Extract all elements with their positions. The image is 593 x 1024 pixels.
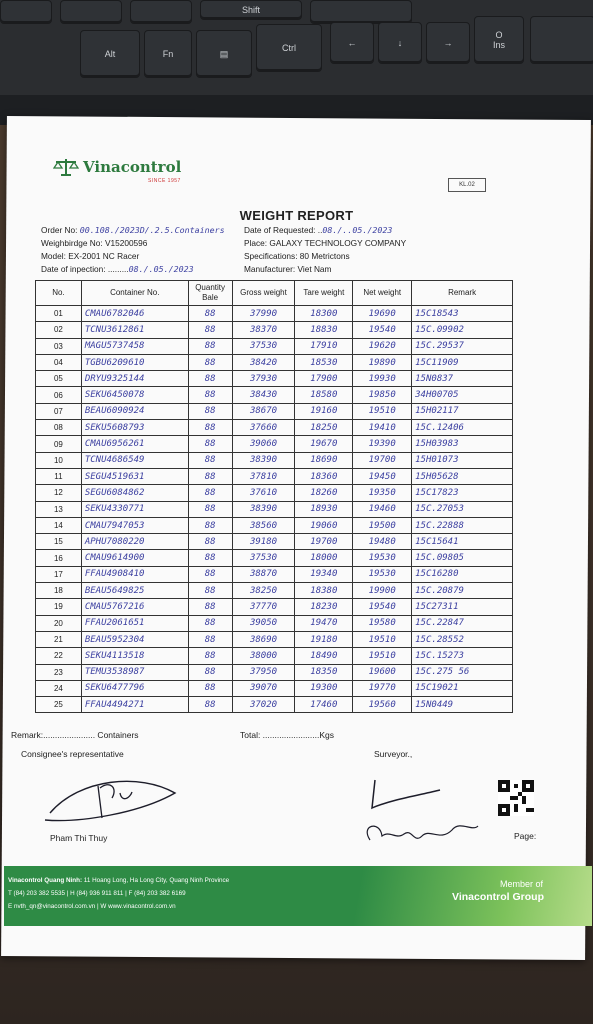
net-weight: 19540 — [353, 322, 412, 338]
remark: 15C15641 — [412, 534, 513, 550]
row-no: 01 — [36, 306, 82, 322]
net-weight: 19350 — [353, 485, 412, 501]
container-no: CMAU9614900 — [81, 550, 188, 566]
key-label: O — [495, 30, 503, 40]
keyboard-key-shift — [200, 0, 302, 20]
remark: 15C.12406 — [412, 420, 513, 436]
row-no: 03 — [36, 338, 82, 354]
gross-weight: 37020 — [232, 697, 295, 713]
col-header: Net weight — [353, 281, 412, 306]
requested-date — [244, 225, 392, 235]
brand-since: SINCE 1957 — [148, 178, 181, 184]
place: Place: GALAXY TECHNOLOGY COMPANY — [244, 238, 407, 248]
gross-weight: 38870 — [232, 566, 295, 582]
container-no: CMAU7947053 — [81, 517, 188, 533]
gross-weight: 39060 — [232, 436, 295, 452]
arrow-right-icon: → — [426, 22, 470, 64]
row-no: 21 — [36, 631, 82, 647]
net-weight: 19510 — [353, 631, 412, 647]
key-label: Ins — [492, 40, 505, 50]
row-no: 06 — [36, 387, 82, 403]
address-text: 11 Hoang Long, Ha Long City, Quang Ninh Province — [83, 877, 230, 884]
table-row — [36, 485, 513, 501]
key-label: Fn — [162, 49, 174, 59]
remark: 15H03983 — [412, 436, 513, 452]
tare-weight: 18250 — [295, 420, 353, 436]
order-no-value: 00.108./2023D/.2.5.Containers — [79, 225, 225, 235]
tare-weight: 18380 — [295, 583, 353, 599]
gross-weight: 38430 — [232, 387, 295, 403]
tare-weight: 18300 — [295, 306, 353, 322]
tare-weight: 18230 — [295, 599, 353, 615]
net-weight: 19620 — [353, 338, 412, 354]
gross-weight: 38390 — [232, 452, 295, 468]
net-weight: 19480 — [353, 534, 412, 550]
tare-weight: 18490 — [295, 648, 353, 664]
container-no: CMAU6956261 — [81, 436, 188, 452]
quantity-bale: 88 — [188, 680, 232, 696]
order-no — [41, 225, 225, 235]
container-no: FFAU4908410 — [81, 566, 188, 582]
row-no: 19 — [36, 599, 82, 615]
office-phones: T (84) 203 382 5535 | H (84) 936 911 811 | F (84) 203 382 6169 — [8, 890, 186, 897]
net-weight: 19500 — [353, 517, 412, 533]
row-no: 10 — [36, 452, 82, 468]
tare-weight: 18830 — [295, 322, 353, 338]
tare-weight: 18930 — [295, 501, 353, 517]
container-no: SEGU6084862 — [81, 485, 188, 501]
container-no: APHU7080220 — [81, 534, 188, 550]
net-weight: 19890 — [353, 354, 412, 370]
row-no: 24 — [36, 680, 82, 696]
quantity-bale: 88 — [188, 566, 232, 582]
row-no: 11 — [36, 468, 82, 484]
row-no: 15 — [36, 534, 82, 550]
table-row — [36, 517, 513, 533]
row-no: 05 — [36, 371, 82, 387]
table-row — [36, 403, 513, 419]
net-weight: 19690 — [353, 306, 412, 322]
row-no: 20 — [36, 615, 82, 631]
quantity-bale: 88 — [188, 550, 232, 566]
quantity-bale: 88 — [188, 322, 232, 338]
row-no: 16 — [36, 550, 82, 566]
container-no: TEMU3538987 — [81, 664, 188, 680]
table-row — [36, 534, 513, 550]
keyboard-key — [530, 16, 593, 64]
gross-weight: 37770 — [232, 599, 295, 615]
gross-weight: 38000 — [232, 648, 295, 664]
remark: 15C.275 56 — [412, 664, 513, 680]
table-row — [36, 306, 513, 322]
net-weight: 19510 — [353, 648, 412, 664]
remark: 15N0449 — [412, 697, 513, 713]
container-no: CMAU5767216 — [81, 599, 188, 615]
table-row — [36, 387, 513, 403]
net-weight: 19600 — [353, 664, 412, 680]
table-row — [36, 354, 513, 370]
report-title: WEIGHT REPORT — [239, 208, 354, 223]
gross-weight: 38370 — [232, 322, 295, 338]
tare-weight: 18690 — [295, 452, 353, 468]
remark: 15C.29537 — [412, 338, 513, 354]
net-weight: 19700 — [353, 452, 412, 468]
tare-weight: 19470 — [295, 615, 353, 631]
quantity-bale: 88 — [188, 338, 232, 354]
container-no: SEKU4330771 — [81, 501, 188, 517]
remark: 15C.28552 — [412, 631, 513, 647]
quantity-bale: 88 — [188, 583, 232, 599]
container-no: SEKU6450078 — [81, 387, 188, 403]
row-no: 25 — [36, 697, 82, 713]
table-row — [36, 371, 513, 387]
col-header: Quantity Bale — [188, 281, 232, 306]
remark: 15H01073 — [412, 452, 513, 468]
quantity-bale: 88 — [188, 501, 232, 517]
net-weight: 19540 — [353, 599, 412, 615]
table-row — [36, 550, 513, 566]
remark: 15C.20879 — [412, 583, 513, 599]
col-header: Tare weight — [295, 281, 353, 306]
row-no: 12 — [36, 485, 82, 501]
tare-weight: 19180 — [295, 631, 353, 647]
remark: 15C.22888 — [412, 517, 513, 533]
table-row — [36, 468, 513, 484]
table-row — [36, 631, 513, 647]
member-of: Member of — [500, 879, 544, 889]
tare-weight: 18360 — [295, 468, 353, 484]
gross-weight: 38690 — [232, 631, 295, 647]
gross-weight: 38670 — [232, 403, 295, 419]
net-weight: 19510 — [353, 403, 412, 419]
net-weight: 19530 — [353, 550, 412, 566]
consignee-name: Pham Thi Thuy — [50, 833, 108, 843]
member-group: Vinacontrol Group — [452, 891, 544, 903]
tare-weight: 19300 — [295, 680, 353, 696]
arrow-down-icon: ↓ — [378, 22, 422, 64]
remark: 15C.22847 — [412, 615, 513, 631]
table-row — [36, 420, 513, 436]
net-weight: 19580 — [353, 615, 412, 631]
gross-weight: 37930 — [232, 371, 295, 387]
net-weight: 19450 — [353, 468, 412, 484]
table-row — [36, 452, 513, 468]
remark: 15C18543 — [412, 306, 513, 322]
remark: 15C.09805 — [412, 550, 513, 566]
keyboard-key — [310, 0, 412, 24]
tare-weight: 18530 — [295, 354, 353, 370]
table-row — [36, 599, 513, 615]
tare-weight: 17900 — [295, 371, 353, 387]
qr-code — [498, 780, 534, 816]
container-no: FFAU4494271 — [81, 697, 188, 713]
net-weight: 19770 — [353, 680, 412, 696]
table-row — [36, 680, 513, 696]
table-row — [36, 664, 513, 680]
table-row — [36, 648, 513, 664]
gross-weight: 37610 — [232, 485, 295, 501]
net-weight: 19460 — [353, 501, 412, 517]
net-weight: 19850 — [353, 387, 412, 403]
tare-weight: 18000 — [295, 550, 353, 566]
container-no: FFAU2061651 — [81, 615, 188, 631]
container-no: TCNU3612861 — [81, 322, 188, 338]
tare-weight: 19340 — [295, 566, 353, 582]
key-label: Alt — [104, 49, 116, 59]
container-no: BEAU6090924 — [81, 403, 188, 419]
container-no: BEAU5649825 — [81, 583, 188, 599]
quantity-bale: 88 — [188, 615, 232, 631]
model: Model: EX-2001 NC Racer — [41, 251, 140, 261]
remark: 15C16280 — [412, 566, 513, 582]
remark: 15C17823 — [412, 485, 513, 501]
net-weight: 19930 — [353, 371, 412, 387]
container-no: TGBU6209610 — [81, 354, 188, 370]
gross-weight: 37950 — [232, 664, 295, 680]
table-body — [36, 306, 513, 713]
row-no: 04 — [36, 354, 82, 370]
surveyor-label: Surveyor., — [374, 749, 413, 759]
gross-weight: 37660 — [232, 420, 295, 436]
key-label: Ctrl — [282, 43, 296, 53]
gross-weight: 37810 — [232, 468, 295, 484]
table-row — [36, 583, 513, 599]
net-weight: 19390 — [353, 436, 412, 452]
tare-weight: 17910 — [295, 338, 353, 354]
container-no: CMAU6782046 — [81, 306, 188, 322]
gross-weight: 38390 — [232, 501, 295, 517]
consignee-label: Consignee's representative — [21, 749, 124, 759]
remark: 15H05628 — [412, 468, 513, 484]
table-row — [36, 697, 513, 713]
vinacontrol-logo — [53, 157, 181, 177]
tare-weight: 18350 — [295, 664, 353, 680]
inspection-label: Date of inpection: ......... — [41, 264, 129, 274]
row-no: 07 — [36, 403, 82, 419]
col-header: No. — [36, 281, 82, 306]
form-code: KL.02 — [448, 178, 486, 192]
keyboard-key — [0, 0, 52, 24]
remark: 15C.27053 — [412, 501, 513, 517]
col-header: Container No. — [81, 281, 188, 306]
table-row — [36, 436, 513, 452]
quantity-bale: 88 — [188, 371, 232, 387]
tare-weight: 18260 — [295, 485, 353, 501]
keyboard-key-menu: ▤ — [196, 30, 252, 78]
requested-value: 08./..05./2023 — [322, 225, 393, 235]
net-weight: 19900 — [353, 583, 412, 599]
order-no-label: Order No: — [41, 225, 78, 235]
remark-line: Remark:...................... Containers — [11, 730, 139, 740]
quantity-bale: 88 — [188, 697, 232, 713]
gross-weight: 37530 — [232, 550, 295, 566]
table-row — [36, 566, 513, 582]
quantity-bale: 88 — [188, 354, 232, 370]
office-name: Vinacontrol Quang Ninh: — [8, 877, 83, 884]
container-no: SEKU6477796 — [81, 680, 188, 696]
gross-weight: 37990 — [232, 306, 295, 322]
container-no: SEKU4113518 — [81, 648, 188, 664]
keyboard-key-ins — [474, 16, 524, 64]
table-row — [36, 615, 513, 631]
row-no: 09 — [36, 436, 82, 452]
gross-weight: 37530 — [232, 338, 295, 354]
brand-name: Vinacontrol — [83, 158, 182, 176]
quantity-bale: 88 — [188, 468, 232, 484]
row-no: 13 — [36, 501, 82, 517]
row-no: 23 — [36, 664, 82, 680]
container-no: DRYU9325144 — [81, 371, 188, 387]
quantity-bale: 88 — [188, 534, 232, 550]
table-row — [36, 322, 513, 338]
remark: 15C11909 — [412, 354, 513, 370]
remark: 34H00705 — [412, 387, 513, 403]
container-no: MAGU5737458 — [81, 338, 188, 354]
quantity-bale: 88 — [188, 517, 232, 533]
quantity-bale: 88 — [188, 648, 232, 664]
requested-label: Date of Requested: .. — [244, 225, 323, 235]
net-weight: 19560 — [353, 697, 412, 713]
col-header: Gross weight — [232, 281, 295, 306]
gross-weight: 38560 — [232, 517, 295, 533]
office-email: E nvth_qn@vinacontrol.com.vn | W www.vinacontrol.com.vn — [8, 903, 176, 910]
weight-table — [35, 280, 513, 713]
inspection-value: 08./.05./2023 — [128, 264, 194, 274]
remark: 15C19021 — [412, 680, 513, 696]
row-no: 14 — [36, 517, 82, 533]
arrow-left-icon: ← — [330, 22, 374, 64]
gross-weight: 38420 — [232, 354, 295, 370]
page-label: Page: — [514, 831, 537, 841]
remark: 15N0837 — [412, 371, 513, 387]
quantity-bale: 88 — [188, 436, 232, 452]
scale-icon — [53, 157, 79, 177]
specifications: Specifications: 80 Metrictons — [244, 251, 350, 261]
manufacturer: Manufacturer: Viet Nam — [244, 264, 332, 274]
tare-weight: 19700 — [295, 534, 353, 550]
key-label: Shift — [241, 5, 260, 15]
remark: 15H02117 — [412, 403, 513, 419]
gross-weight: 39070 — [232, 680, 295, 696]
container-no: SEGU4519631 — [81, 468, 188, 484]
row-no: 02 — [36, 322, 82, 338]
row-no: 22 — [36, 648, 82, 664]
remark: 15C.15273 — [412, 648, 513, 664]
quantity-bale: 88 — [188, 631, 232, 647]
remark: 15C.09902 — [412, 322, 513, 338]
net-weight: 19530 — [353, 566, 412, 582]
tare-weight: 18580 — [295, 387, 353, 403]
total-line: Total: ........................Kgs — [240, 730, 335, 740]
surveyor-signature — [360, 770, 490, 850]
quantity-bale: 88 — [188, 403, 232, 419]
remark: 15C27311 — [412, 599, 513, 615]
quantity-bale: 88 — [188, 664, 232, 680]
keyboard-key — [60, 0, 122, 24]
tare-weight: 19160 — [295, 403, 353, 419]
net-weight: 19410 — [353, 420, 412, 436]
container-no: TCNU4686549 — [81, 452, 188, 468]
quantity-bale: 88 — [188, 420, 232, 436]
tare-weight: 19060 — [295, 517, 353, 533]
row-no: 17 — [36, 566, 82, 582]
quantity-bale: 88 — [188, 599, 232, 615]
keyboard-key-ctrl — [256, 24, 322, 72]
container-no: BEAU5952304 — [81, 631, 188, 647]
office-address — [8, 877, 229, 884]
tare-weight: 17460 — [295, 697, 353, 713]
table-header-row — [36, 281, 513, 306]
gross-weight: 39180 — [232, 534, 295, 550]
gross-weight: 38250 — [232, 583, 295, 599]
table-row — [36, 338, 513, 354]
keyboard-key-alt — [80, 30, 140, 78]
inspection-date — [41, 264, 194, 274]
weighbridge-no: Weighbirdge No: V15200596 — [41, 238, 148, 248]
row-no: 08 — [36, 420, 82, 436]
tare-weight: 19670 — [295, 436, 353, 452]
keyboard-key — [130, 0, 192, 24]
quantity-bale: 88 — [188, 387, 232, 403]
col-header: Remark — [412, 281, 513, 306]
container-no: SEKU5608793 — [81, 420, 188, 436]
quantity-bale: 88 — [188, 306, 232, 322]
quantity-bale: 88 — [188, 452, 232, 468]
row-no: 18 — [36, 583, 82, 599]
table-row — [36, 501, 513, 517]
keyboard-key-fn — [144, 30, 192, 78]
consignee-signature — [40, 768, 180, 828]
quantity-bale: 88 — [188, 485, 232, 501]
gross-weight: 39050 — [232, 615, 295, 631]
